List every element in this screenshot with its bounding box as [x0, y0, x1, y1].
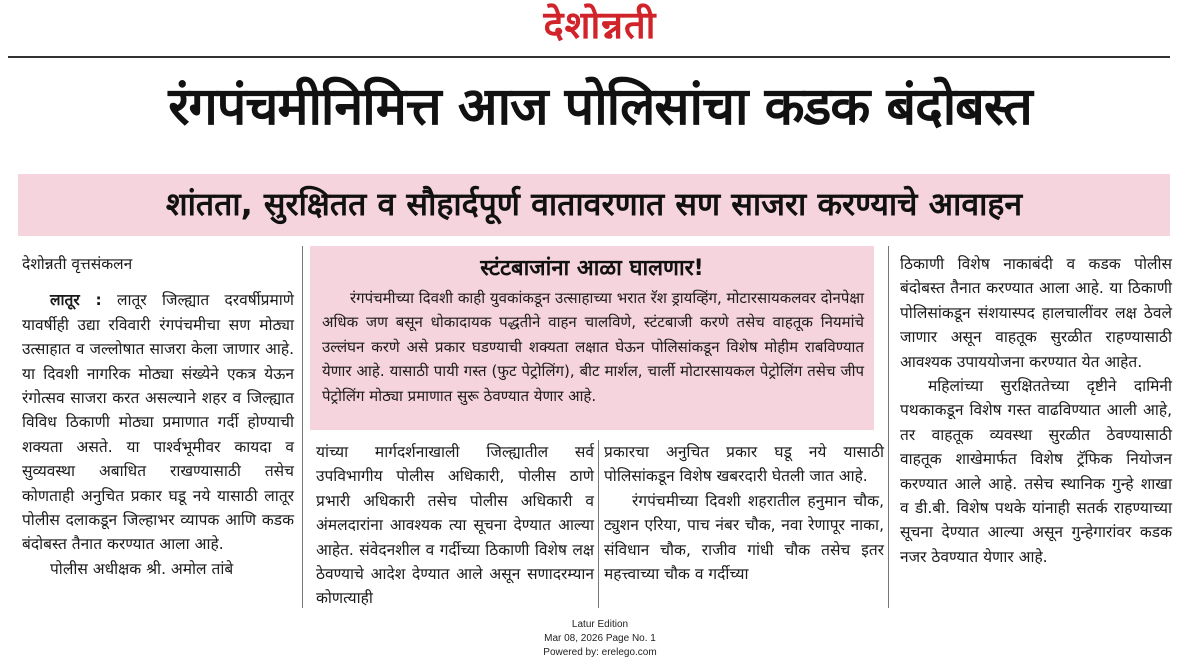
article-column-1	[22, 252, 294, 581]
column-divider-3	[888, 246, 889, 608]
article-column-4	[900, 252, 1172, 569]
page-footer	[500, 618, 700, 660]
column-divider-2	[598, 440, 599, 608]
box-text: रंगपंचमीच्या दिवशी काही युवकांकडून उत्साहाच्या भरात रॅश ड्रायव्हिंग, मोटारसायकलवर दोनपेक्षा अधिक जण बसून धोकादायक पद्धतीने वाहन चालविणे, स्टंटबाजी करणे तसेच वाहतूक नियमांचे उल्लंघन करणे असे प्रकार घडण्याची शक्यता लक्षात घेऊन पोलिसांकडून विशेष मोहीम राबविण्यात येणार आहे. यासाठी पायी गस्त (फुट पेट्रोलिंग), बीट मार्शल, चार्ली मोटारसायकल पेट्रोलिंग तसेच जीप पेट्रोलिंग मोठ्या प्रमाणात सुरू ठेवण्यात येणार आहे.	[322, 289, 864, 405]
column1-para2: पोलीस अधीक्षक श्री. अमोल तांबे	[50, 559, 234, 578]
newspaper-logo: देशोन्नती	[543, 3, 657, 47]
column3-para2: रंगपंचमीच्या दिवशी शहरातील हनुमान चौक, ट्युशन एरिया, पाच नंबर चौक, नवा रेणापूर नाका, संविधान चौक, राजीव गांधी चौक तसेच इतर महत्त्वाच्या चौक व गर्दीच्या	[604, 491, 884, 584]
footer-edition: Latur Edition	[571, 619, 629, 630]
column-divider-1	[302, 246, 303, 608]
column3-para1: प्रकारचा अनुचित प्रकार घडू नये यासाठी पोलिसांकडून विशेष खबरदारी घेतली जात आहे.	[604, 443, 884, 486]
column4-para1: ठिकाणी विशेष नाकाबंदी व कडक पोलीस बंदोबस्त तैनात करण्यात आला आहे. या ठिकाणी पोलिसांकडून संशयास्पद हालचालींवर लक्ष ठेवले जाणार असून वाहतूक सुरळीत राहण्यासाठी आवश्यक उपाययोजना करण्यात येत आहेत.	[900, 255, 1172, 371]
box-title: स्टंटबाजांना आळा घालणार!	[480, 256, 704, 281]
column4-para2: महिलांच्या सुरक्षिततेच्या दृष्टीने दामिनी पथकाकडून विशेष गस्त वाढविण्यात आली आहे, तर वाहतूक व्यवस्था सुरळीत ठेवण्यासाठी वाहतूक शाखेमार्फत विशेष ट्रॅफिक नियोजन करण्यात आले आहे. तसेच स्थानिक गुन्हे शाखा व डी.बी. विशेष पथके यांनाही सतर्क राहण्याच्या सूचना देण्यात आल्या असून गुन्हेगारांवर कडक नजर ठेवण्यात येणार आहे.	[900, 377, 1172, 566]
footer-powered-by: Powered by: erelego.com	[543, 647, 657, 658]
highlight-box	[310, 246, 874, 430]
column1-para1-text: लातूर जिल्ह्यात दरवर्षीप्रमाणे यावर्षीही उद्या रविवारी रंगपंचमीचा सण मोठ्या उत्साहात व जल्लोषात साजरा केला जाणार आहे. या दिवशी नागरिक मोठ्या संख्येने एकत्र येऊन रंगोत्सव साजरा करत असल्याने शहर व जिल्ह्यात विविध ठिकाणी मोठ्या प्रमाणात गर्दी होण्याची शक्यता असते. या पार्श्वभूमीवर कायदा व सुव्यवस्था अबाधित राखण्यासाठी तसेच कोणताही अनुचित प्रकार घडू नये यासाठी लातूर पोलीस दलाकडून जिल्हाभर व्यापक आणि कडक बंदोबस्त तैनात करण्यात आला आहे.	[22, 291, 294, 554]
subheadline: शांतता, सुरक्षितत व सौहार्दपूर्ण वातावरणात सण साजरा करण्याचे आवाहन	[18, 174, 1170, 236]
article-column-3	[604, 440, 884, 586]
masthead-rule	[8, 56, 1170, 58]
headline: रंगपंचमीनिमित्त आज पोलिसांचा कडक बंदोबस्त	[168, 77, 1032, 137]
article-column-2	[316, 440, 594, 611]
dateline: लातूर :	[50, 291, 102, 310]
masthead	[0, 0, 1200, 52]
column2-para1: यांच्या मार्गदर्शनाखाली जिल्ह्यातील सर्व उपविभागीय पोलीस अधिकारी, पोलीस ठाणे प्रभारी अधिकारी तसेच पोलीस अधिकारी व अंमलदारांना आवश्यक त्या सूचना देण्यात आल्या आहेत. संवेदनशील व गर्दीच्या ठिकाणी विशेष लक्ष ठेवण्याचे आदेश देण्यात आले असून सणादरम्यान कोणत्याही	[316, 443, 594, 608]
footer-date-page: Mar 08, 2026 Page No. 1	[544, 633, 656, 644]
news-credit: देशोन्नती वृत्तसंकलन	[22, 255, 133, 273]
column1-para1	[22, 288, 294, 556]
